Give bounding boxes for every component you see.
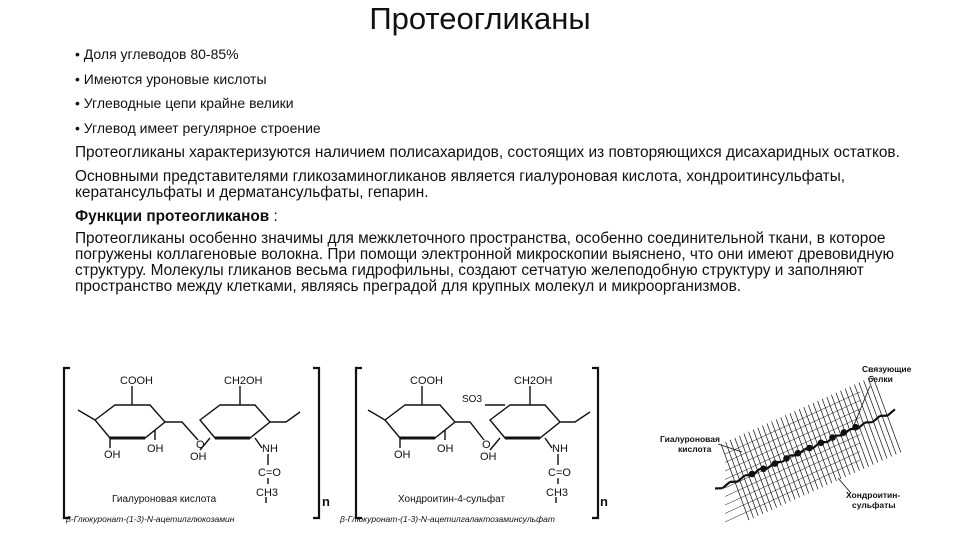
chond-oh2-label: OH (437, 443, 454, 455)
paragraph-definition: Протеогликаны характеризуются наличием полисахаридов, состоящих из повторяющихся дисахаридных остатков. (75, 145, 915, 161)
chond-ch2oh-label: CH2OH (514, 375, 553, 387)
bristle-fibre (725, 418, 860, 480)
chond-oh1-label: OH (394, 449, 411, 461)
link-protein-dot (772, 461, 777, 466)
chond-cooh-label: COOH (410, 375, 443, 387)
bullet-item: • Доля углеводов 80-85% (75, 42, 321, 67)
hyal-nh-label: NH (262, 443, 278, 455)
link-protein-dot (761, 466, 766, 471)
hyal-ch3-label: CH3 (256, 487, 278, 499)
chondroitin-bristle (721, 444, 749, 520)
chondroitin-bristle (845, 389, 873, 465)
bristle-fibre (725, 392, 860, 454)
paragraph-functions: Протеогликаны особенно значимы для межклеточного пространства, особенно соединительной ткани, в которое погружены коллагеновые волокна. При помощи электронной микроскопии выяснено, что они имеют древовидную структуру. Молекулы гликанов весьма гидрофильны, создают сетчатую желеподобную структуру и заполняют пространство между клетками, являясь преградой для крупных молекул и микроорганизмов. (75, 231, 915, 295)
chondroitin-bristle (854, 385, 882, 461)
bullet-item: • Углевод имеет регулярное строение (75, 116, 321, 141)
hyal-n: n (322, 494, 330, 509)
link-protein-dot (795, 451, 800, 456)
bullet-item: • Углеводные цепи крайне велики (75, 91, 321, 116)
link-protein-dot (807, 445, 812, 450)
agg-link-label-2: белки (868, 374, 893, 384)
chondroitin-labels (339, 375, 608, 524)
chond-oh3-label: OH (480, 451, 497, 463)
structure-figure (0, 360, 960, 540)
chondroitin-bristle (790, 413, 818, 489)
functions-heading-line (75, 209, 915, 225)
link-protein-dot (841, 430, 846, 435)
chondroitin-bristle (781, 417, 809, 493)
bullet-list (75, 42, 321, 140)
agg-link-label-1: Связующие (862, 364, 912, 374)
paragraph-representatives: Основными представителями гликозаминогликанов является гиалуроновая кислота, хондроитинсульфаты, кератансульфаты и дерматансульфаты, гепарин. (75, 169, 915, 201)
hyal-ch2oh-label: CH2OH (224, 375, 263, 387)
agg-chond-label-1: Хондроитин- (846, 490, 900, 500)
body-text (75, 145, 915, 303)
slide-title: Протеогликаны (0, 0, 960, 38)
functions-heading: Функции протеогликанов (75, 208, 269, 225)
chond-o-link-label: O (482, 439, 491, 451)
link-protein-dot (784, 456, 789, 461)
chondroitin-bristle (868, 378, 896, 454)
hyal-name: Гиалуроновая кислота (112, 494, 217, 505)
link-protein-dot (830, 435, 835, 440)
chondroitin-bristle (873, 376, 901, 452)
agg-hyal-label-1: Гиалуроновая (660, 434, 720, 444)
hyal-oh1-label: OH (104, 449, 121, 461)
chond-nh-label: NH (552, 443, 568, 455)
hyaluronic-chain-segment (888, 409, 896, 415)
hyal-oh2-label: OH (147, 443, 164, 455)
agg-hyal-label-2: кислота (678, 444, 712, 454)
bristle-fibre (725, 452, 860, 514)
chond-name: Хондроитин-4-сульфат (398, 493, 505, 505)
bullet-item: • Имеются уроновые кислоты (75, 67, 321, 92)
hyal-o-link-label: O (196, 439, 205, 451)
hyal-caption: β-Глюкуронат-(1-3)-N-ацетилглюкозамин (65, 514, 235, 524)
hyaluronic-labels (65, 375, 330, 524)
chond-ch3-label: CH3 (546, 487, 568, 499)
bristle-fibre (725, 460, 860, 522)
hyal-co-label: C=O (258, 467, 281, 479)
chond-n: n (600, 494, 608, 509)
chondroitin-bristle (859, 383, 887, 459)
chond-so3-label: SO3 (462, 394, 482, 405)
agg-chond-label-2: сульфаты (852, 500, 896, 510)
structure-figure-svg (0, 360, 960, 540)
chond-co-label: C=O (548, 467, 571, 479)
hyal-oh3-label: OH (190, 451, 207, 463)
chondroitin-bristle (799, 409, 827, 485)
chondroitin-bristle (767, 424, 795, 500)
hyal-cooh-label: COOH (120, 375, 153, 387)
chond-caption: β-Глюкуронат-(1-3)-N-ацетилгалактозаминсульфат (339, 514, 555, 524)
chondroitin-bristle (776, 419, 804, 495)
link-protein-dot (749, 471, 754, 476)
link-protein-dot (818, 440, 823, 445)
functions-colon: : (269, 208, 278, 225)
